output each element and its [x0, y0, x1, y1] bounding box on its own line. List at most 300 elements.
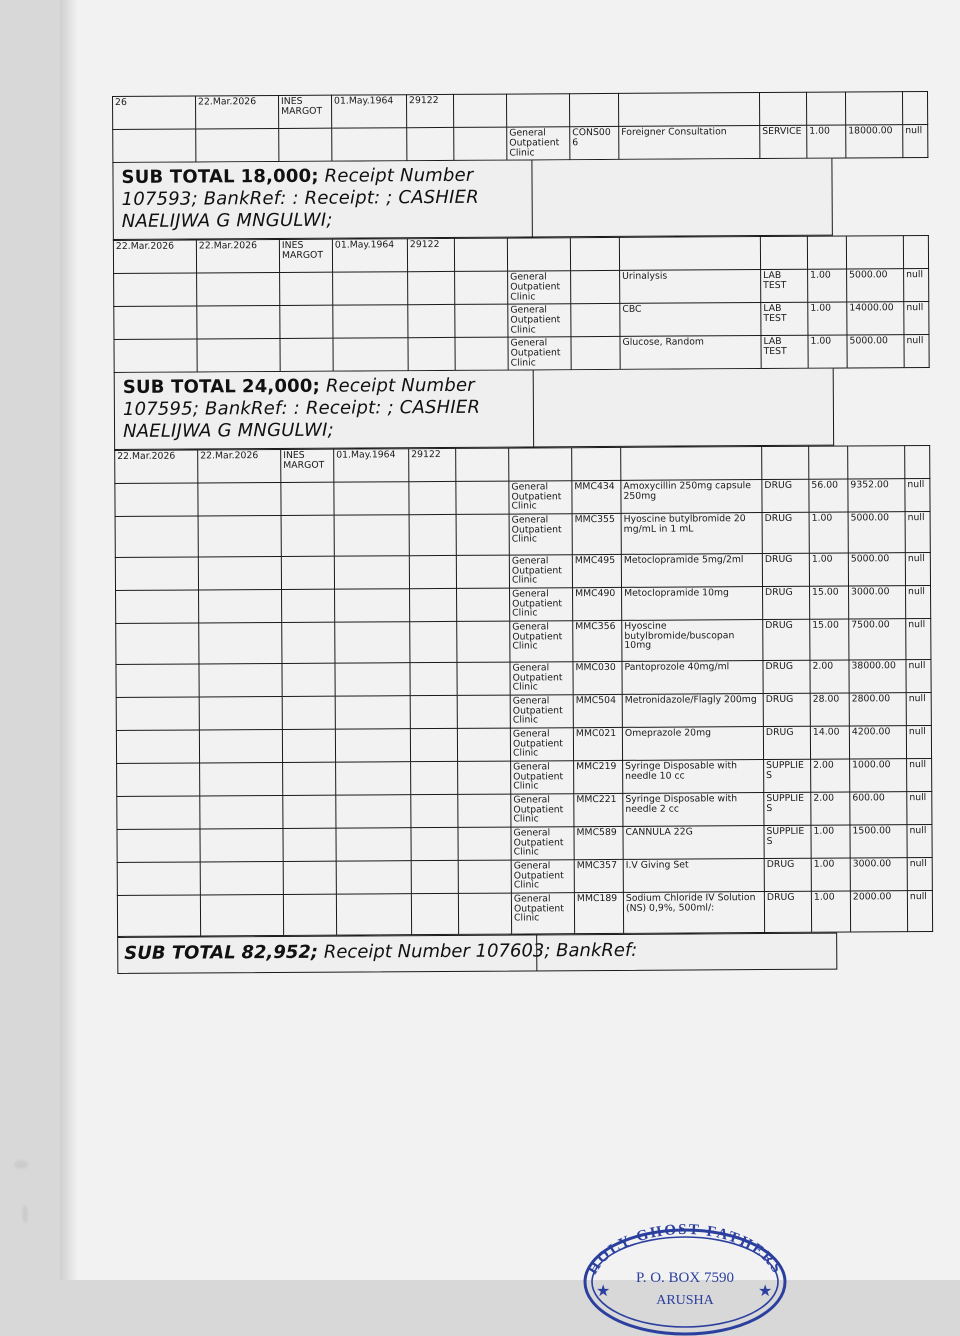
scanned-paper: [60, 0, 960, 1308]
cell-date2: [199, 663, 282, 697]
cell-clinic: General Outpatient Clinic: [509, 513, 572, 554]
subtotal-block-3: [117, 932, 837, 974]
cell-dob: 01.May.1964: [332, 239, 407, 272]
cell-type: [759, 92, 806, 125]
cell-description: Amoxycillin 250mg capsule 250mg: [621, 479, 762, 513]
cell-qty: 14.00: [810, 726, 849, 759]
cell-qty: 2.00: [811, 792, 850, 825]
cell-qty: 1.00: [809, 512, 848, 553]
cell-null: null: [907, 758, 932, 791]
cell-dob: [336, 761, 411, 794]
cell-code: MMC189: [574, 892, 623, 933]
cell-date1: [117, 829, 200, 863]
cell-dob: [334, 514, 409, 555]
cell-clinic: General Outpatient Clinic: [510, 661, 573, 694]
cell-type: [760, 236, 807, 269]
cell-clinic: [506, 94, 569, 127]
cell-number: [408, 271, 455, 304]
cell-amount: 18000.00: [846, 125, 903, 158]
cell-code: [569, 93, 618, 126]
cell-qty: 1.00: [808, 302, 847, 335]
cell-description: Metoclopramide 5mg/2ml: [621, 553, 762, 587]
cell-type: DRUG: [763, 660, 810, 693]
cell-blank: [456, 514, 509, 555]
subtotal-receipt-label: Receipt Number: [325, 374, 475, 397]
cell-clinic: General Outpatient Clinic: [507, 127, 570, 160]
cell-code: MMC357: [574, 859, 623, 892]
subtotal-receipt-label: Receipt Number: [324, 164, 474, 187]
cell-dob: [334, 481, 409, 514]
cell-number: [410, 662, 457, 695]
cell-null: null: [903, 125, 928, 158]
subtotal-receipt-label: Receipt Number: [323, 940, 470, 963]
subtotal-line2: 107603; BankRef:: [475, 939, 638, 962]
table-row: [114, 268, 929, 306]
cell-blank: [458, 827, 511, 860]
cell-date2: 22.Mar.2026: [196, 95, 279, 129]
table-row: [117, 824, 932, 862]
cell-clinic: [509, 447, 572, 480]
table-row: [116, 585, 931, 623]
cell-number: [407, 127, 454, 160]
cell-null: null: [905, 552, 930, 585]
cell-dob: [333, 305, 408, 338]
cell-amount: 1500.00: [850, 824, 907, 857]
cell-code: MMC030: [573, 661, 622, 694]
cell-type: SUPPLIES: [764, 759, 811, 792]
table-row: [115, 511, 930, 557]
cell-number: [408, 304, 455, 337]
cell-number: [411, 794, 458, 827]
cell-null: [902, 92, 927, 125]
cell-date2: [200, 861, 283, 895]
section-2-table: [113, 235, 930, 373]
svg-text:HOLY GHOST FATHERS: [585, 1222, 786, 1278]
cell-null: null: [905, 511, 930, 552]
cell-number: [409, 481, 456, 514]
cell-code: [571, 303, 620, 336]
cell-dob: [333, 272, 408, 305]
cell-date2: [200, 894, 283, 936]
cell-clinic: General Outpatient Clinic: [511, 826, 574, 859]
cell-null: null: [906, 618, 931, 659]
cell-date2: [197, 338, 280, 372]
cell-description: [618, 93, 759, 127]
cell-qty: [806, 92, 845, 125]
subtotal-line2: 107595; BankRef: : Receipt: ; CASHIER: [122, 396, 481, 420]
cell-clinic: General Outpatient Clinic: [510, 694, 573, 727]
cell-null: null: [906, 585, 931, 618]
cell-patient-name: [280, 338, 333, 371]
cell-date1: [115, 483, 198, 517]
cell-null: null: [904, 301, 929, 334]
cell-number: [410, 621, 457, 662]
cell-dob: [336, 860, 411, 893]
cell-date2: [197, 272, 280, 306]
subtotal-block-2: [114, 368, 834, 449]
cell-type: DRUG: [764, 891, 811, 932]
cell-type: SUPPLIES: [764, 792, 811, 825]
cell-type: DRUG: [762, 512, 809, 553]
cell-blank: [454, 127, 507, 160]
cell-patient-name: INES MARGOT: [278, 95, 331, 128]
cell-patient-name: [280, 305, 333, 338]
cell-date1: 22.Mar.2026: [113, 240, 196, 274]
cell-description: Pantoprozole 40mg/ml: [622, 660, 763, 694]
cell-type: DRUG: [763, 586, 810, 619]
subtotal-right-cell: [533, 368, 834, 447]
cell-clinic: General Outpatient Clinic: [508, 304, 571, 337]
subtotal-label: SUB TOTAL: [122, 376, 237, 398]
cell-qty: [809, 446, 848, 479]
subtotal-line2: 107593; BankRef: : Receipt: ; CASHIER: [121, 186, 479, 210]
cell-blank: [457, 662, 510, 695]
cell-number: [410, 695, 457, 728]
cell-number: [411, 827, 458, 860]
cell-type: [762, 446, 809, 479]
cell-blank: [457, 588, 510, 621]
cell-clinic: General Outpatient Clinic: [509, 554, 572, 587]
cell-qty: 2.00: [810, 660, 849, 693]
cell-qty: 15.00: [810, 619, 849, 660]
cell-blank: [457, 621, 510, 662]
cell-amount: 9352.00: [848, 478, 905, 511]
cell-number: 29122: [406, 94, 453, 127]
cell-patient-name: [281, 556, 334, 589]
cell-patient-name: [281, 482, 334, 515]
table-row: [116, 659, 931, 697]
cell-date1: [116, 590, 199, 624]
cell-amount: 3000.00: [850, 857, 907, 890]
cell-qty: 1.00: [811, 858, 850, 891]
cell-dob: [335, 728, 410, 761]
cell-qty: 1.00: [808, 335, 847, 368]
cell-type: SERVICE: [760, 125, 807, 158]
cell-code: [570, 237, 619, 270]
cell-clinic: General Outpatient Clinic: [510, 727, 573, 760]
cell-code: MMC490: [573, 587, 622, 620]
subtotal-label: SUB TOTAL: [121, 166, 235, 188]
cell-code: MMC495: [572, 554, 621, 587]
cell-date2: [199, 589, 282, 623]
cell-dob: [334, 555, 409, 588]
cell-type: DRUG: [763, 726, 810, 759]
cell-description: Hyoscine butylbromide 20 mg/mL in 1 mL: [621, 512, 762, 554]
cell-amount: 1000.00: [850, 758, 907, 791]
cell-patient-name: [279, 128, 332, 161]
cell-date2: 22.Mar.2026: [196, 239, 279, 273]
subtotal-line3: NAELIJWA G MNGULWI;: [122, 419, 334, 442]
cell-patient-name: [283, 894, 336, 935]
cell-qty: [807, 236, 846, 269]
section-1-table: [112, 91, 928, 163]
cell-description: CBC: [620, 302, 761, 336]
subtotal-line3: NAELIJWA G MNGULWI;: [121, 209, 333, 232]
cell-description: Metronidazole/Flagly 200mg: [622, 693, 763, 727]
stamp-top-text: HOLY GHOST FATHERS: [584, 1221, 786, 1278]
subtotal-amount: 24,000;: [241, 375, 321, 398]
patient-header-row: [113, 235, 928, 273]
subtotal-amount: 82,952;: [241, 941, 319, 963]
cell-date1: [116, 623, 199, 665]
cell-description: I.V Giving Set: [623, 858, 764, 892]
official-stamp: [570, 1216, 790, 1326]
cell-blank: [454, 238, 507, 271]
section-3-table: [114, 445, 933, 937]
cell-code: MMC356: [573, 620, 622, 661]
cell-number: [410, 728, 457, 761]
cell-date1: [113, 129, 196, 163]
cell-code: MMC434: [572, 480, 621, 513]
cell-date2: [199, 696, 282, 730]
cell-clinic: General Outpatient Clinic: [510, 587, 573, 620]
cell-blank: [455, 337, 508, 370]
cell-amount: 2800.00: [849, 692, 906, 725]
cell-number: 29122: [409, 448, 456, 481]
cell-blank: [456, 481, 509, 514]
cell-code: CONS006: [570, 126, 619, 159]
cell-amount: 5000.00: [848, 511, 905, 552]
cell-type: DRUG: [762, 479, 809, 512]
cell-null: null: [907, 890, 932, 931]
cell-description: Foreigner Consultation: [619, 126, 760, 160]
table-row: [117, 890, 932, 936]
cell-type: DRUG: [762, 553, 809, 586]
cell-null: null: [904, 334, 929, 367]
cell-date1: 26: [113, 96, 196, 130]
cell-type: LAB TEST: [761, 302, 808, 335]
table-row: [117, 758, 932, 796]
cell-clinic: General Outpatient Clinic: [511, 760, 574, 793]
cell-date2: [199, 622, 282, 664]
cell-clinic: General Outpatient Clinic: [511, 793, 574, 826]
cell-date1: [117, 895, 200, 937]
cell-dob: [336, 827, 411, 860]
cell-code: MMC219: [574, 760, 623, 793]
cell-number: [411, 860, 458, 893]
cell-patient-name: [282, 589, 335, 622]
cell-amount: 5000.00: [847, 335, 904, 368]
cell-date2: [197, 305, 280, 339]
cell-blank: [453, 94, 506, 127]
cell-amount: [845, 92, 902, 125]
cell-amount: 600.00: [850, 791, 907, 824]
cell-description: Syringe Disposable with needle 10 cc: [623, 759, 764, 793]
cell-qty: 1.00: [811, 825, 850, 858]
cell-date2: [196, 128, 279, 162]
table-row: [114, 301, 929, 339]
cell-patient-name: [283, 795, 336, 828]
table-row: [115, 552, 930, 590]
cell-number: [409, 555, 456, 588]
cell-code: MMC504: [573, 694, 622, 727]
cell-description: CANNULA 22G: [623, 825, 764, 859]
paper-smudge: [22, 1205, 28, 1223]
cell-amount: 7500.00: [849, 618, 906, 659]
cell-null: null: [907, 791, 932, 824]
cell-patient-name: [282, 663, 335, 696]
stamp-star-right-icon: ★: [758, 1281, 773, 1300]
patient-header-row: [115, 445, 930, 483]
billing-table-sheet: [112, 92, 927, 975]
cell-null: null: [906, 659, 931, 692]
cell-number: [411, 893, 458, 934]
cell-description: Sodium Chloride IV Solution (NS) 0,9%, 500ml/:: [623, 891, 764, 933]
cell-amount: 38000.00: [849, 659, 906, 692]
cell-number: [409, 514, 456, 555]
cell-patient-name: [280, 272, 333, 305]
cell-clinic: General Outpatient Clinic: [508, 337, 571, 370]
cell-clinic: General Outpatient Clinic: [511, 859, 574, 892]
table-row: [117, 791, 932, 829]
cell-amount: 5000.00: [848, 552, 905, 585]
cell-dob: 01.May.1964: [334, 448, 409, 481]
cell-description: [619, 236, 760, 270]
cell-null: null: [906, 692, 931, 725]
cell-description: Urinalysis: [620, 269, 761, 303]
stamp-star-left-icon: ★: [596, 1281, 611, 1300]
cell-amount: 5000.00: [847, 269, 904, 302]
cell-dob: [336, 794, 411, 827]
cell-amount: 14000.00: [847, 302, 904, 335]
cell-amount: [846, 236, 903, 269]
cell-blank: [455, 304, 508, 337]
table-row: [116, 725, 931, 763]
cell-clinic: General Outpatient Clinic: [511, 892, 574, 933]
cell-null: null: [907, 857, 932, 890]
cell-date1: [116, 697, 199, 731]
cell-number: [408, 337, 455, 370]
cell-patient-name: [283, 762, 336, 795]
cell-type: LAB TEST: [761, 335, 808, 368]
cell-description: Glucose, Random: [620, 335, 761, 369]
cell-dob: [332, 128, 407, 161]
cell-type: DRUG: [763, 693, 810, 726]
cell-qty: 1.00: [809, 553, 848, 586]
cell-date1: [114, 339, 197, 373]
cell-code: MMC221: [574, 793, 623, 826]
cell-clinic: General Outpatient Clinic: [510, 620, 573, 661]
cell-clinic: General Outpatient Clinic: [509, 480, 572, 513]
cell-blank: [456, 555, 509, 588]
cell-null: null: [906, 725, 931, 758]
cell-date2: [200, 828, 283, 862]
cell-qty: 1.00: [808, 269, 847, 302]
cell-null: null: [905, 478, 930, 511]
cell-amount: 4200.00: [849, 725, 906, 758]
subtotal-amount: 18,000;: [240, 165, 319, 188]
cell-date1: [114, 273, 197, 307]
cell-qty: 56.00: [809, 479, 848, 512]
cell-dob: [336, 893, 411, 934]
cell-date1: [117, 796, 200, 830]
paper-smudge: [14, 1160, 28, 1169]
cell-date2: [198, 515, 281, 557]
cell-patient-name: [283, 861, 336, 894]
cell-blank: [458, 794, 511, 827]
cell-amount: 3000.00: [849, 585, 906, 618]
cell-description: Hyoscine butylbromide/buscopan 10mg: [622, 619, 763, 661]
cell-number: [410, 588, 457, 621]
stamp-line2: ARUSHA: [656, 1293, 714, 1308]
cell-type: DRUG: [764, 858, 811, 891]
table-row: [116, 618, 931, 664]
cell-description: Omeprazole 20mg: [622, 726, 763, 760]
cell-dob: [335, 588, 410, 621]
cell-type: LAB TEST: [761, 269, 808, 302]
cell-qty: 1.00: [807, 125, 846, 158]
cell-patient-name: INES MARGOT: [281, 449, 334, 482]
cell-blank: [458, 893, 511, 934]
cell-date2: [199, 729, 282, 763]
cell-amount: 2000.00: [850, 890, 907, 931]
cell-type: DRUG: [763, 619, 810, 660]
table-row: [114, 334, 929, 372]
cell-code: [572, 447, 621, 480]
subtotal-block-1: [112, 159, 832, 240]
cell-description: [621, 446, 762, 480]
cell-patient-name: [281, 515, 334, 556]
cell-null: null: [904, 268, 929, 301]
table-row: [115, 478, 930, 516]
cell-qty: 1.00: [811, 891, 850, 932]
cell-number: [411, 761, 458, 794]
subtotal-label: SUB TOTAL: [124, 941, 236, 964]
cell-dob: [333, 338, 408, 371]
cell-null: null: [907, 824, 932, 857]
cell-blank: [457, 695, 510, 728]
cell-code: MMC355: [572, 513, 621, 554]
cell-clinic: General Outpatient Clinic: [508, 271, 571, 304]
cell-patient-name: [282, 696, 335, 729]
cell-blank: [457, 728, 510, 761]
subtotal-right-cell: [531, 159, 832, 238]
cell-dob: 01.May.1964: [331, 95, 406, 128]
cell-date2: [198, 556, 281, 590]
cell-patient-name: [283, 828, 336, 861]
table-row: [117, 857, 932, 895]
cell-blank: [456, 448, 509, 481]
table-row: [113, 125, 928, 163]
cell-number: 29122: [407, 238, 454, 271]
cell-code: [571, 270, 620, 303]
cell-blank: [455, 271, 508, 304]
cell-clinic: [507, 238, 570, 271]
cell-code: MMC589: [574, 826, 623, 859]
cell-code: MMC021: [573, 727, 622, 760]
cell-qty: 15.00: [810, 586, 849, 619]
cell-date1: [116, 664, 199, 698]
cell-date1: [114, 306, 197, 340]
table-row: [116, 692, 931, 730]
cell-date1: [117, 862, 200, 896]
cell-amount: [848, 445, 905, 478]
cell-type: SUPPLIES: [764, 825, 811, 858]
cell-patient-name: [282, 729, 335, 762]
cell-patient-name: [282, 622, 335, 663]
cell-null: [903, 235, 928, 268]
cell-date2: [200, 795, 283, 829]
cell-qty: 2.00: [811, 759, 850, 792]
cell-blank: [458, 761, 511, 794]
cell-null: [905, 445, 930, 478]
subtotal-right-cell: [536, 932, 837, 971]
cell-dob: [335, 662, 410, 695]
cell-qty: 28.00: [810, 693, 849, 726]
cell-dob: [335, 621, 410, 662]
cell-date2: [198, 482, 281, 516]
cell-date2: [200, 762, 283, 796]
